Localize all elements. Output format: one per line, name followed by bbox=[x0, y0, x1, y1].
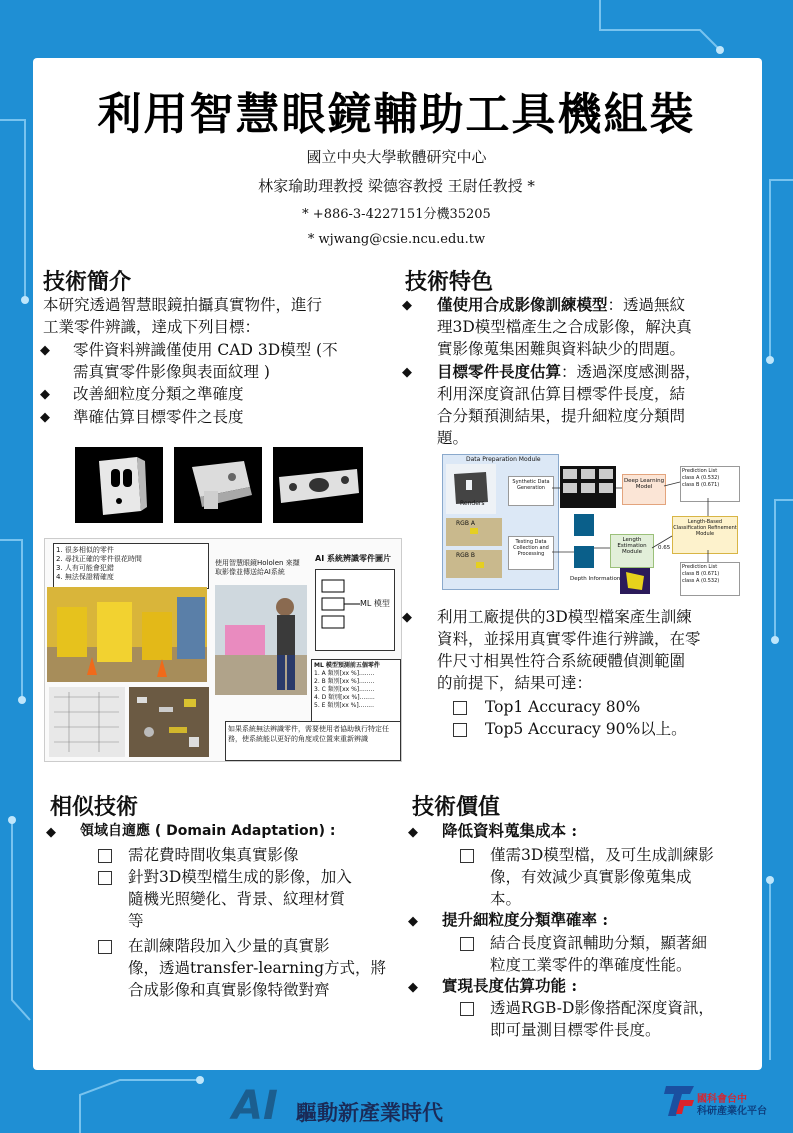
ml-pred-title: ML 模型預測前五個零件 bbox=[314, 662, 380, 669]
value-group2-line1: 結合長度資訊輔助分類，顯著細 bbox=[490, 934, 708, 952]
worker-photo bbox=[215, 585, 307, 695]
ai-title: AI 系統辨識零件圖片 bbox=[315, 554, 391, 563]
poster-title: 利用智慧眼鏡輔助工具機組裝 bbox=[97, 89, 696, 140]
deep-model-box: Deep Learning Model bbox=[622, 474, 666, 505]
checkbox-icon bbox=[460, 848, 474, 867]
intro-line2: 工業零件辨識，達成下列目標： bbox=[43, 318, 261, 336]
diagram-arrows bbox=[440, 452, 760, 595]
platform-logo-text bbox=[697, 1094, 787, 1118]
diamond-bullet-icon: ◆ bbox=[408, 980, 418, 995]
pred-list-title: Prediction List bbox=[682, 564, 718, 570]
ml-pred-item: 1. A 類別[xx %]........ bbox=[314, 670, 375, 677]
features-heading: 技術特色 bbox=[405, 270, 494, 295]
value-group1-line3: 本。 bbox=[490, 890, 522, 908]
intro-heading: 技術簡介 bbox=[43, 270, 132, 295]
footer-ai-mark: AI bbox=[232, 1083, 278, 1129]
diamond-bullet-icon: ◆ bbox=[40, 387, 50, 402]
feature1-line1 bbox=[437, 294, 685, 316]
problem-item: 3. 人有可能會犯錯 bbox=[56, 564, 114, 572]
pred-item: class B (0.671) bbox=[682, 482, 720, 488]
blueprint-photo bbox=[49, 687, 125, 757]
value-group1-title: 降低資料蒐集成本 : bbox=[442, 821, 578, 840]
part-render-3 bbox=[273, 447, 363, 523]
feature1-line2: 理3D模型檔產生之合成影像，解決真 bbox=[437, 318, 692, 336]
problem-item: 2. 尋找正確的零件很花時間 bbox=[56, 555, 142, 563]
feature3-line4: 的前提下，結果可達： bbox=[437, 674, 593, 692]
feature2-line1 bbox=[437, 361, 701, 383]
logo-line1: 國科會台中 bbox=[697, 1094, 747, 1105]
footer-slogan: 驅動新產業時代 bbox=[296, 1101, 443, 1125]
pred-item: class A (0.532) bbox=[682, 475, 720, 481]
email: * wjwang@csie.ncu.edu.tw bbox=[307, 232, 486, 247]
similar-item1: 需花費時間收集真實影像 bbox=[128, 846, 299, 864]
glasses-note: 使用智慧眼鏡Hololen 來擷取影像並傳送給AI系統 bbox=[215, 559, 300, 576]
feature2-bold: 目標零件長度估算 bbox=[437, 362, 562, 381]
diamond-bullet-icon: ◆ bbox=[40, 343, 50, 358]
ml-pred-item: 3. C 類別[xx %]........ bbox=[314, 686, 375, 693]
length-est-box: Length Estimation Module bbox=[610, 534, 654, 568]
value-heading: 技術價值 bbox=[412, 795, 501, 820]
value-label: 0.65 bbox=[658, 545, 671, 551]
phone: * +886-3-4227151分機35205 bbox=[302, 207, 491, 222]
diamond-bullet-icon: ◆ bbox=[46, 825, 56, 840]
result-top5: Top5 Accuracy 90%以上。 bbox=[485, 720, 687, 738]
refine-box: Length-Based Classification Refinement Module bbox=[672, 516, 738, 554]
diamond-bullet-icon: ◆ bbox=[408, 825, 418, 840]
feature3-line3: 件尺寸相異性符合系統硬體偵測範圍 bbox=[437, 652, 686, 670]
platform-logo-icon bbox=[662, 1080, 698, 1120]
feature2-rest: ：透過深度感測器， bbox=[561, 363, 701, 381]
value-group1-line1: 僅需3D模型檔，及可生成訓練影 bbox=[490, 846, 714, 864]
diamond-bullet-icon: ◆ bbox=[402, 365, 412, 380]
feature2-line3: 合分類預測結果，提升細粒度分類問 bbox=[437, 407, 686, 425]
checkbox-icon bbox=[98, 939, 112, 958]
value-group2-title: 提升細粒度分類準確率 : bbox=[442, 910, 609, 929]
authors: 林家瑜助理教授 梁德容教授 王尉任教授 * bbox=[258, 177, 535, 195]
feature1-rest: ：透過無紋 bbox=[607, 296, 686, 314]
intro-item1-line2: 需真實零件影像與表面紋理 ) bbox=[73, 363, 270, 381]
checkbox-icon bbox=[98, 870, 112, 889]
testing-box: Testing Data Collection and Processing bbox=[508, 536, 554, 570]
part-render-1 bbox=[75, 447, 163, 523]
intro-item1-line1: 零件資料辨識僅使用 CAD 3D模型 (不 bbox=[73, 341, 338, 359]
similar-item3-line2: 像，透過transfer-learning方式，將 bbox=[128, 959, 386, 977]
checkbox-icon bbox=[460, 936, 474, 955]
ml-model-box bbox=[315, 569, 395, 651]
renders-label: Renders bbox=[460, 500, 485, 507]
pred-item: class B (0.671) bbox=[682, 571, 720, 577]
feature1-line3: 實影像蒐集困難與資料缺少的問題。 bbox=[437, 340, 686, 358]
pred-list-title: Prediction List bbox=[682, 468, 718, 474]
factory-photo bbox=[47, 587, 207, 682]
diamond-bullet-icon: ◆ bbox=[408, 914, 418, 929]
rgb-a-label: RGB A bbox=[456, 520, 475, 527]
diamond-bullet-icon: ◆ bbox=[402, 298, 412, 313]
ml-pred-item: 4. D 類別[xx %]........ bbox=[314, 694, 375, 701]
logo-line2: 科研產業化平台 bbox=[697, 1106, 767, 1117]
depth-info-label: Depth Information bbox=[570, 576, 621, 582]
intro-item2: 改善細粒度分類之準確度 bbox=[73, 385, 244, 403]
value-group2-line2: 粒度工業零件的準確度性能。 bbox=[490, 956, 692, 974]
parts-photo bbox=[129, 687, 209, 757]
pipeline-diagram bbox=[440, 452, 760, 595]
ml-pred-item: 2. B 類別[xx %]........ bbox=[314, 678, 375, 685]
ml-model-label: ML 模型 bbox=[360, 599, 390, 608]
value-group3-title: 實現長度估算功能 : bbox=[442, 976, 578, 995]
value-group1-line2: 像，有效減少真實影像蒐集成 bbox=[490, 868, 692, 886]
feature3-line1: 利用工廠提供的3D模型檔案產生訓練 bbox=[437, 608, 692, 626]
affiliation: 國立中央大學軟體研究中心 bbox=[306, 148, 487, 166]
pred-item: class A (0.532) bbox=[682, 578, 720, 584]
diamond-bullet-icon: ◆ bbox=[402, 610, 412, 625]
similar-item2-line2: 隨機光照變化、背景、紋理材質 bbox=[128, 890, 346, 908]
value-group3-line2: 即可量測目標零件長度。 bbox=[490, 1021, 661, 1039]
similar-item3-line3: 合成影像和真實影像特徵對齊 bbox=[128, 981, 330, 999]
similar-item3-line1: 在訓練階段加入少量的真實影 bbox=[128, 937, 330, 955]
feature3-line2: 資料，並採用真實零件進行辨識，在零 bbox=[437, 630, 701, 648]
scenario-note: 如果系統無法辨識零件，需要使用者協助執行特定任務，使系統能以更好的角度或位置來重新辨識 bbox=[225, 721, 401, 761]
intro-item3: 準確估算目標零件之長度 bbox=[73, 408, 244, 426]
similar-bold: 領域自適應 ( Domain Adaptation) : bbox=[80, 823, 336, 839]
feature2-line2: 利用深度資訊估算目標零件長度，結 bbox=[437, 385, 686, 403]
problem-list bbox=[53, 543, 209, 589]
checkbox-icon bbox=[98, 848, 112, 867]
problem-item: 1. 很多相似的零件 bbox=[56, 546, 114, 554]
feature2-line4: 題。 bbox=[437, 429, 469, 447]
rgb-b-label: RGB B bbox=[456, 552, 475, 559]
problem-item: 4. 無法保證精確度 bbox=[56, 573, 114, 581]
synthetic-box: Synthetic Data Generation bbox=[508, 476, 554, 506]
ml-prediction-box bbox=[311, 659, 401, 723]
value-group3-line1: 透過RGB-D影像搭配深度資訊， bbox=[490, 999, 714, 1017]
similar-item2-line3: 等 bbox=[128, 912, 144, 930]
checkbox-icon bbox=[460, 1001, 474, 1020]
part-render-2 bbox=[174, 447, 262, 523]
usage-scenario-figure bbox=[44, 538, 402, 762]
checkbox-icon bbox=[453, 722, 467, 741]
ml-pred-item: 5. E 類別[xx %]........ bbox=[314, 702, 374, 709]
checkbox-icon bbox=[453, 700, 467, 719]
similar-heading: 相似技術 bbox=[50, 795, 139, 820]
data-prep-label: Data Preparation Module bbox=[466, 456, 541, 463]
similar-item2-line1: 針對3D模型檔生成的影像，加入 bbox=[128, 868, 352, 886]
result-top1: Top1 Accuracy 80% bbox=[485, 698, 641, 716]
feature1-bold: 僅使用合成影像訓練模型 bbox=[437, 295, 608, 314]
intro-line1: 本研究透過智慧眼鏡拍攝真實物件，進行 bbox=[43, 296, 323, 314]
diamond-bullet-icon: ◆ bbox=[40, 410, 50, 425]
